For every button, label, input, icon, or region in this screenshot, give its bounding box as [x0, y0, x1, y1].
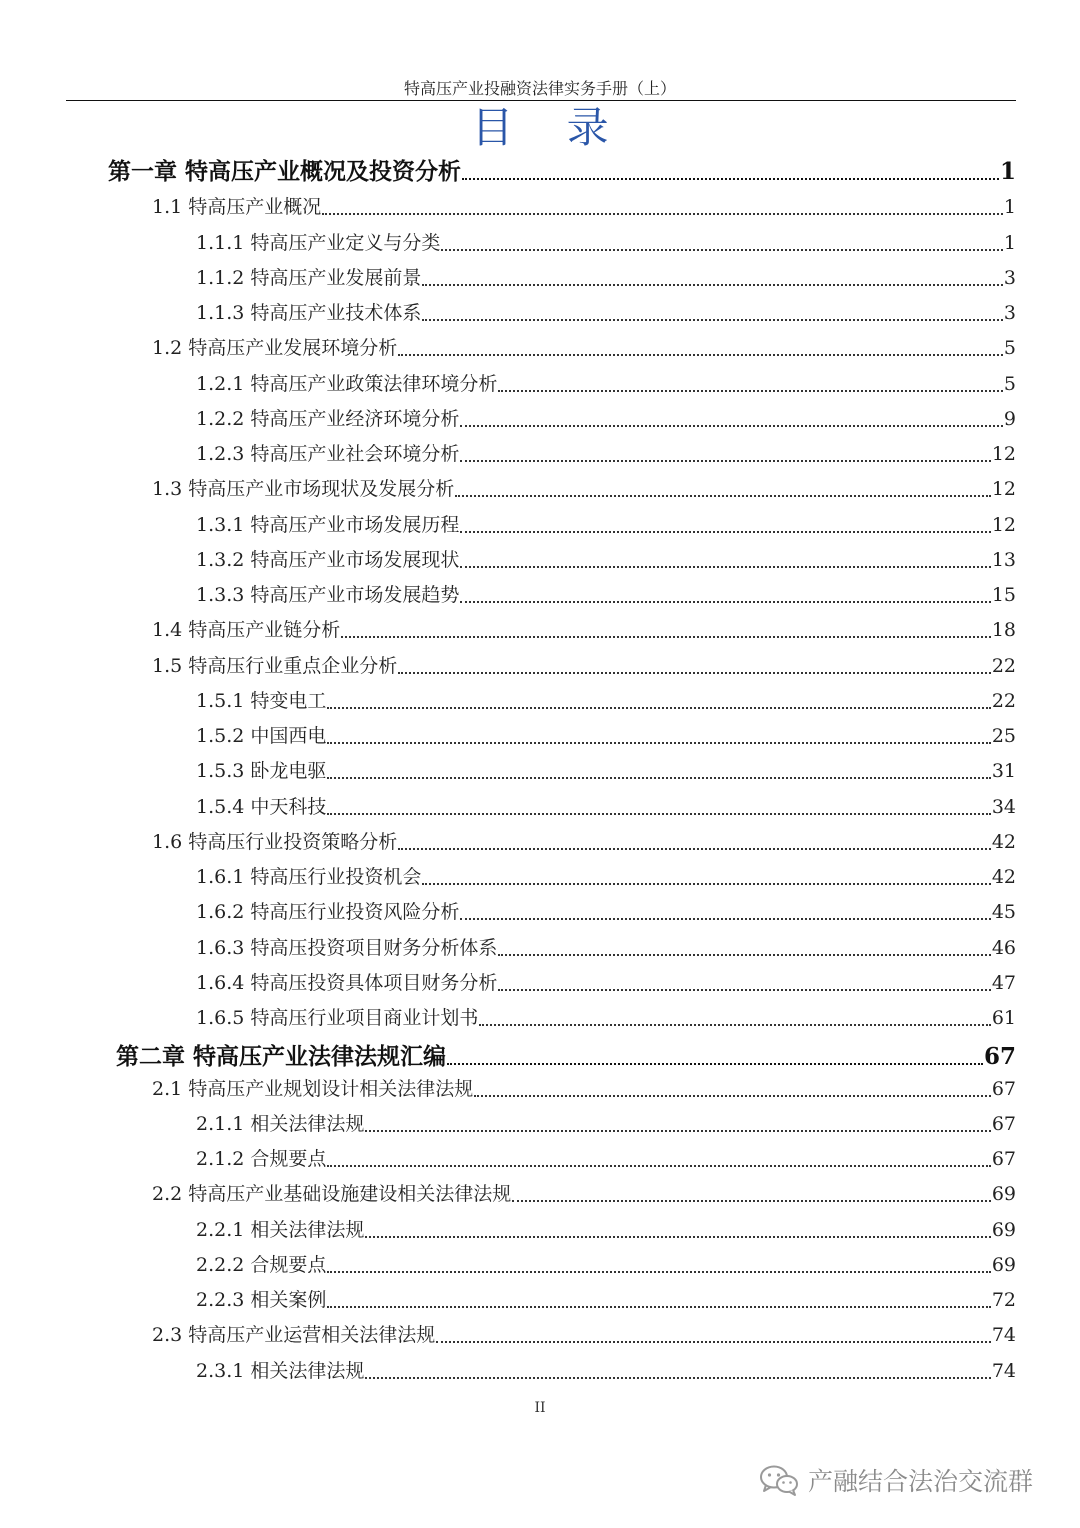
toc-page-number: 22 [991, 689, 1016, 712]
toc-page-number: 15 [991, 584, 1016, 606]
toc-entry-title: 1.3.1 特高压产业市场发展历程 [196, 513, 460, 536]
toc-dot-leader [341, 634, 991, 638]
toc-section-entry[interactable] [152, 475, 1016, 503]
toc-entry-title: 1.5.4 中天科技 [196, 795, 327, 818]
toc-dot-leader [462, 176, 999, 180]
toc-dot-leader [327, 740, 990, 744]
toc-dot-leader [422, 317, 1003, 321]
toc-page-number: 12 [991, 443, 1016, 465]
toc-dot-leader [498, 987, 990, 991]
toc-page-number: 25 [991, 725, 1016, 747]
toc-subsection-entry[interactable] [196, 1145, 1016, 1173]
toc-dot-leader [447, 1061, 983, 1065]
toc-entry-title: 第一章 特高压产业概况及投资分析 [108, 158, 462, 185]
toc-section-entry[interactable] [152, 1075, 1016, 1103]
toc-subsection-entry[interactable] [196, 757, 1016, 785]
toc-page-number: 69 [991, 1218, 1016, 1241]
toc-page-number: 42 [991, 830, 1016, 853]
toc-entry-title: 1.6 特高压行业投资策略分析 [152, 830, 398, 853]
toc-subsection-entry[interactable] [196, 1286, 1016, 1314]
watermark [758, 1462, 1033, 1498]
toc-entry-title: 2.2.3 相关案例 [196, 1289, 327, 1311]
toc-dot-leader [474, 1093, 991, 1097]
toc-page-number: 67 [991, 1112, 1016, 1135]
toc-page-number: 72 [991, 1289, 1016, 1311]
toc-page-number: 18 [991, 619, 1016, 642]
toc-dot-leader [422, 282, 1003, 286]
toc-subsection-entry[interactable] [196, 229, 1016, 257]
toc-subsection-entry[interactable] [196, 405, 1016, 433]
toc-entry-title: 2.1 特高压产业规划设计相关法律法规 [152, 1077, 474, 1100]
toc-page-number: 45 [991, 901, 1016, 924]
toc-page-number: 67 [983, 1043, 1016, 1071]
toc-dot-leader [327, 1163, 990, 1167]
toc-entry-title: 1.5 特高压行业重点企业分析 [152, 654, 398, 677]
toc-page-number: 5 [1003, 337, 1016, 360]
toc-entry-title: 1.1.1 特高压产业定义与分类 [196, 231, 441, 254]
toc-subsection-entry[interactable] [196, 299, 1016, 327]
toc-page-number: 1 [1003, 231, 1016, 254]
toc-subsection-entry[interactable] [196, 440, 1016, 468]
toc-entry-title: 2.1.2 合规要点 [196, 1148, 327, 1170]
toc-entry-title: 1.4 特高压产业链分析 [152, 619, 341, 642]
toc-dot-leader [460, 423, 1003, 427]
toc-page-number: 9 [1003, 407, 1016, 430]
toc-page-number: 22 [991, 654, 1016, 677]
toc-section-entry[interactable] [152, 652, 1016, 680]
toc-entry-title: 1.2 特高压产业发展环境分析 [152, 337, 398, 360]
toc-page-number: 61 [991, 1007, 1016, 1029]
toc-entry-title: 1.5.2 中国西电 [196, 725, 327, 747]
toc-chapter-entry[interactable] [108, 158, 1016, 186]
toc-section-entry[interactable] [152, 1321, 1016, 1349]
toc-entry-title: 1.1.3 特高压产业技术体系 [196, 302, 422, 324]
toc-dot-leader [327, 705, 990, 709]
toc-dot-leader [460, 916, 990, 920]
toc-entry-title: 1.6.2 特高压行业投资风险分析 [196, 901, 460, 924]
wechat-icon [758, 1463, 800, 1497]
toc-entry-title: 2.1.1 相关法律法规 [196, 1112, 365, 1135]
toc-dot-leader [460, 529, 990, 533]
toc-page-number: 34 [991, 795, 1016, 818]
toc-page-number: 3 [1003, 302, 1016, 324]
toc-page-number: 46 [991, 936, 1016, 959]
toc-page-number: 69 [991, 1183, 1016, 1206]
toc-dot-leader [398, 670, 991, 674]
toc-entry-title: 1.3 特高压产业市场现状及发展分析 [152, 478, 455, 501]
toc-entry-title: 1.6.1 特高压行业投资机会 [196, 866, 422, 888]
toc-entry-title: 1.5.1 特变电工 [196, 689, 327, 712]
toc-subsection-entry[interactable] [196, 969, 1016, 997]
toc-page-number: 67 [991, 1077, 1016, 1100]
toc-page-number: 42 [991, 866, 1016, 888]
toc-dot-leader [441, 247, 1003, 251]
toc-page-number: 5 [1003, 372, 1016, 395]
toc-subsection-entry[interactable] [196, 863, 1016, 891]
toc-page-number: 1 [1003, 196, 1016, 219]
toc-entry-title: 2.2.1 相关法律法规 [196, 1218, 365, 1241]
toc-page-number: 13 [991, 548, 1016, 571]
toc-dot-leader [398, 352, 1003, 356]
toc-entry-title: 第二章 特高压产业法律法规汇编 [116, 1043, 447, 1071]
toc-dot-leader [498, 952, 990, 956]
toc-entry-title: 1.3.3 特高压产业市场发展趋势 [196, 584, 460, 606]
toc-subsection-entry[interactable] [196, 687, 1016, 715]
toc-entry-title: 1.6.3 特高压投资项目财务分析体系 [196, 936, 498, 959]
toc-dot-leader [327, 1269, 990, 1273]
toc-dot-leader [479, 1022, 990, 1026]
toc-dot-leader [398, 846, 991, 850]
toc-entry-title: 2.2.2 合规要点 [196, 1253, 327, 1276]
toc-subsection-entry[interactable] [196, 546, 1016, 574]
toc-subsection-entry[interactable] [196, 1251, 1016, 1279]
toc-subsection-entry[interactable] [196, 1357, 1016, 1385]
toc-page-number: 47 [991, 971, 1016, 994]
toc-page-number: 31 [991, 760, 1016, 783]
toc-entry-title: 1.6.4 特高压投资具体项目财务分析 [196, 971, 498, 994]
toc-dot-leader [322, 211, 1003, 215]
toc-entry-title: 1.5.3 卧龙电驱 [196, 760, 327, 783]
toc-subsection-entry[interactable] [196, 581, 1016, 609]
toc-entry-title: 1.2.1 特高压产业政策法律环境分析 [196, 372, 498, 395]
toc-dot-leader [422, 881, 990, 885]
toc-page-number: 74 [991, 1359, 1016, 1382]
toc-dot-leader [455, 493, 991, 497]
toc-page-number: 12 [991, 478, 1016, 501]
toc-section-entry[interactable] [152, 616, 1016, 644]
toc-section-entry[interactable] [152, 334, 1016, 362]
toc-dot-leader [327, 1304, 990, 1308]
toc-dot-leader [512, 1198, 991, 1202]
toc-dot-leader [365, 1234, 990, 1238]
toc-subsection-entry[interactable] [196, 1216, 1016, 1244]
toc-subsection-entry[interactable] [196, 722, 1016, 750]
toc-entry-title: 1.2.3 特高压产业社会环境分析 [196, 443, 460, 465]
toc-subsection-entry[interactable] [196, 511, 1016, 539]
toc-entry-title: 1.3.2 特高压产业市场发展现状 [196, 548, 460, 571]
toc-entry-title: 1.1 特高压产业概况 [152, 196, 322, 219]
toc-section-entry[interactable] [152, 1180, 1016, 1208]
toc-entry-title: 1.1.2 特高压产业发展前景 [196, 266, 422, 289]
toc-page-number: 67 [991, 1148, 1016, 1170]
toc-page-number: 12 [991, 513, 1016, 536]
toc-dot-leader [460, 458, 990, 462]
toc-subsection-entry[interactable] [196, 264, 1016, 292]
toc-subsection-entry[interactable] [196, 370, 1016, 398]
toc-dot-leader [460, 599, 990, 603]
toc-subsection-entry[interactable] [196, 934, 1016, 962]
page-number: II [534, 1400, 546, 1416]
toc-entry-title: 2.2 特高压产业基础设施建设相关法律法规 [152, 1183, 512, 1206]
toc-dot-leader [460, 564, 990, 568]
toc-dot-leader [498, 388, 1003, 392]
toc-subsection-entry[interactable] [196, 1110, 1016, 1138]
toc-subsection-entry[interactable] [196, 1004, 1016, 1032]
toc-dot-leader [365, 1375, 990, 1379]
toc-chapter-entry[interactable] [116, 1043, 1016, 1071]
toc-dot-leader [436, 1339, 991, 1343]
toc-dot-leader [365, 1128, 990, 1132]
toc-entry-title: 1.2.2 特高压产业经济环境分析 [196, 407, 460, 430]
toc-entry-title: 1.6.5 特高压行业项目商业计划书 [196, 1007, 479, 1029]
toc-entry-title: 2.3 特高压产业运营相关法律法规 [152, 1324, 436, 1347]
toc-page-number: 69 [991, 1253, 1016, 1276]
toc-dot-leader [327, 811, 990, 815]
toc-title: 目 录 [471, 103, 629, 152]
watermark-text: 产融结合法治交流群 [808, 1467, 1034, 1496]
toc-subsection-entry[interactable] [196, 793, 1016, 821]
toc-subsection-entry[interactable] [196, 898, 1016, 926]
toc-page-number: 3 [1003, 266, 1016, 289]
toc-section-entry[interactable] [152, 193, 1016, 221]
toc-section-entry[interactable] [152, 828, 1016, 856]
toc-entry-title: 2.3.1 相关法律法规 [196, 1359, 365, 1382]
toc-page-number: 1 [999, 158, 1016, 185]
running-header: 特高压产业投融资法律实务手册（上） [403, 79, 676, 98]
toc-page-number: 74 [991, 1324, 1016, 1347]
toc-dot-leader [327, 775, 990, 779]
